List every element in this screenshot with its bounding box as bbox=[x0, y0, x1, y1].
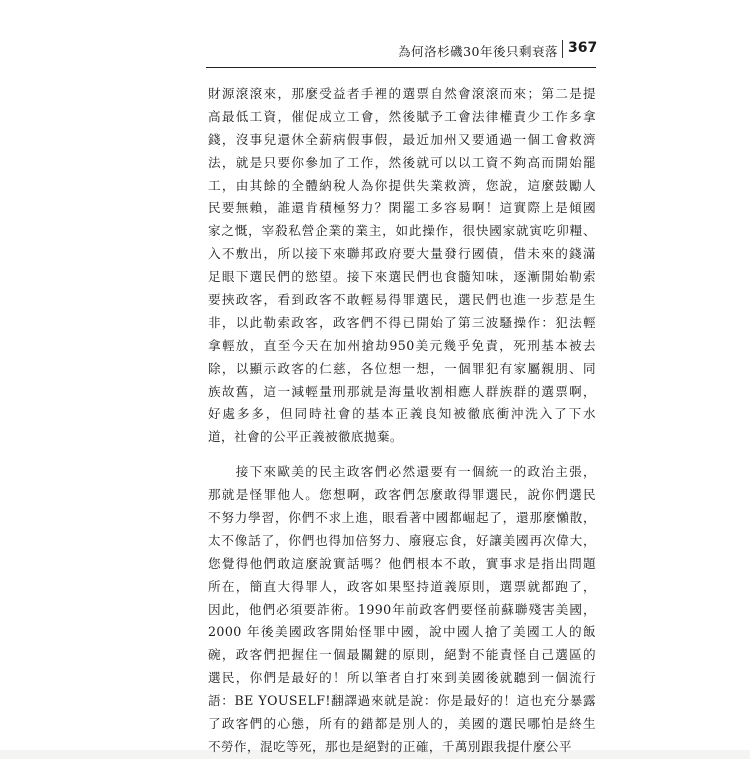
running-title: 為何洛杉磯30年後只剩衰落 bbox=[398, 44, 558, 59]
paragraph bbox=[208, 461, 596, 759]
text-line: 家之慨，宰殺私營企業的業主，如此操作，很快國家就寅吃卯糧、 bbox=[208, 223, 596, 239]
text-line: 足眼下選民們的慾望。接下來選民們也食髓知味，逐漸開始勒索 bbox=[208, 269, 596, 285]
text-line: 非，以此勒索政客，政客們不得已開始了第三波騷操作：犯法輕 bbox=[208, 314, 596, 330]
text-line: 因此，他們必須要詐術。1990年前政客們要怪前蘇聯殘害美國， bbox=[208, 601, 596, 617]
text-line: 法，就是只要你參加了工作，然後就可以以工資不夠高而開始罷 bbox=[208, 154, 596, 170]
text-line: 2000 年後美國政客開始怪罪中國，說中國人搶了美國工人的飯 bbox=[208, 624, 596, 640]
text-line: 民要無賴，誰還肯積極努力？閑罷工多容易啊！這實際上是傾國 bbox=[208, 200, 596, 216]
text-line: 不勞作，混吃等死，那也是絕對的正確，千萬別跟我提什麼公平 bbox=[208, 738, 572, 754]
text-line: 道，社會的公平正義被徹底拋棄。 bbox=[208, 429, 403, 445]
paragraph-gap bbox=[208, 449, 596, 461]
text-line: 工，由其餘的全體納稅人為你提供失業救濟，您說，這麼鼓勵人 bbox=[208, 177, 596, 193]
text-line: 選民，你們是最好的！所以筆者自打來到美國後就聽到一個流行 bbox=[208, 670, 596, 686]
body-text bbox=[208, 83, 596, 759]
text-line: 族故舊，這一減輕量刑那就是海量收割相應人群族群的選票啊， bbox=[208, 383, 596, 399]
text-line: 拿輕放，直至今天在加州搶劫950美元幾乎免責，死刑基本被去 bbox=[208, 337, 596, 353]
text-line: 入不敷出，所以接下來聯邦政府要大量發行國債，借未來的錢滿 bbox=[208, 246, 596, 262]
text-line: 接下來歐美的民主政客們必然還要有一個統一的政治主張， bbox=[208, 464, 596, 480]
page-number: 367 bbox=[568, 40, 598, 56]
text-line: 高最低工資，催促成立工會，然後賦予工會法律權責少工作多拿 bbox=[208, 108, 596, 124]
header-separator bbox=[562, 40, 563, 58]
text-line: 那就是怪罪他人。您想啊，政客們怎麼敢得罪選民，說你們選民 bbox=[208, 487, 596, 503]
text-line: 錢，沒事兒還休全薪病假事假，最近加州又要通過一個工會救濟 bbox=[208, 131, 596, 147]
page-header bbox=[0, 38, 750, 60]
text-line: 太不像話了，你們也得加倍努力、廢寢忘食，好讓美國再次偉大， bbox=[208, 532, 596, 548]
text-line: 了政客們的心態，所有的錯都是別人的，美國的選民哪怕是終生 bbox=[208, 716, 596, 732]
text-line: 除，以顯示政客的仁慈，各位想一想，一個罪犯有家屬親朋、同 bbox=[208, 360, 596, 376]
text-line: 語：BE YOUSELF!翻譯過來就是說：你是最好的！這也充分暴露 bbox=[208, 693, 596, 709]
text-line: 您覺得他們敢這麼說實話嗎？他們根本不敢，實事求是指出問題 bbox=[208, 555, 596, 571]
text-line: 要挾政客，看到政客不敢輕易得罪選民，選民們也進一步惹是生 bbox=[208, 292, 596, 308]
text-line: 碗，政客們把握住一個最關鍵的原則，絕對不能責怪自己選區的 bbox=[208, 647, 596, 663]
header-rule bbox=[206, 67, 596, 68]
text-line: 所在，簡直大得罪人，政客如果堅持道義原則，選票就都跑了， bbox=[208, 578, 596, 594]
paragraph bbox=[208, 83, 596, 449]
text-line: 不努力學習，你們不求上進，眼看著中國都崛起了，還那麼懶散， bbox=[208, 510, 596, 526]
text-line: 財源滾滾來，那麼受益者手裡的選票自然會滾滾而來；第二是提 bbox=[208, 86, 596, 101]
text-line: 好處多多，但同時社會的基本正義良知被徹底衝沖洗入了下水 bbox=[208, 406, 596, 422]
